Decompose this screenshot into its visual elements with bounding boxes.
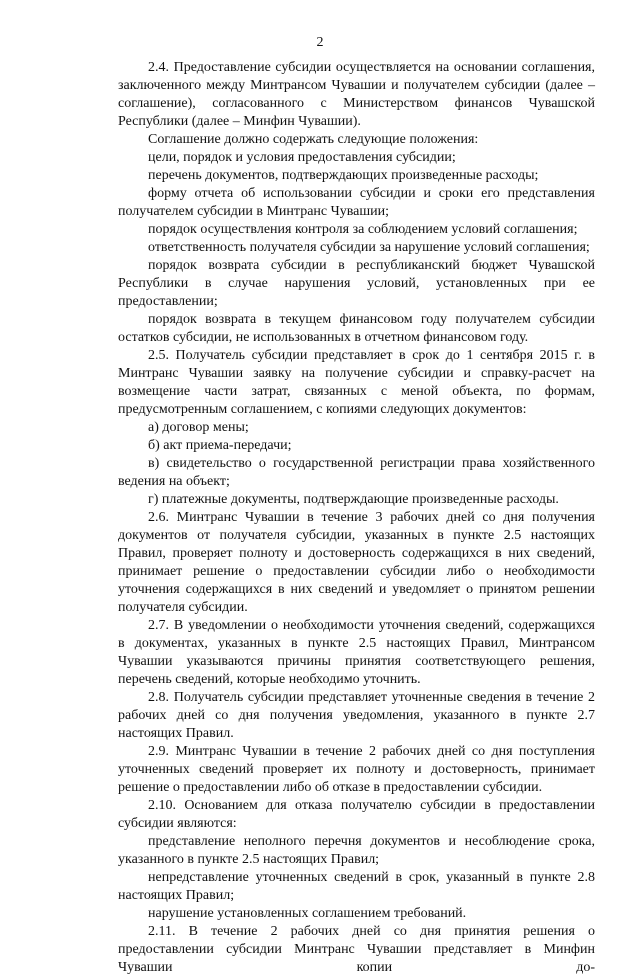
paragraph-2-7: 2.7. В уведомлении о необходимости уточнения сведений, содержащихся в документах, указанных в пункте 2.5 настоящих Правил, Минтрансом Чувашии указываются причины принятия соответствующего решения, перечень сведений, которые необходимо уточнить. xyxy=(118,618,595,687)
list-item-return: порядок возврата субсидии в республиканский бюджет Чувашской Республики в случае нарушения условий, установленных при ее предоставлении; xyxy=(118,258,595,309)
list-item-report-form: форму отчета об использовании субсидии и сроки его представления получателем субсидии в Минтранс Чувашии; xyxy=(118,186,595,219)
list-item-documents: перечень документов, подтверждающих произведенные расходы; xyxy=(148,168,539,183)
paragraph-2-5: 2.5. Получатель субсидии представляет в срок до 1 сентября 2015 г. в Минтранс Чувашии заявку на получение субсидии и справку-расчет на возмещение части затрат, связанных с меной объекта, по формам, предусмотренным соглашением, с копиями следующих документов: xyxy=(118,348,595,417)
paragraph-2-8: 2.8. Получатель субсидии представляет уточненные сведения в течение 2 рабочих дней со дня получения уведомления, указанного в пункте 2.7 настоящих Правил. xyxy=(118,690,595,741)
list-item-remaining-return: порядок возврата в текущем финансовом году получателем субсидии остатков субсидии, не использованных в отчетном финансовом году. xyxy=(118,312,595,345)
paragraph-2-9: 2.9. Минтранс Чувашии в течение 2 рабочих дней со дня поступления уточненных сведений проверяет их полноту и достоверность, принимает решение о предоставлении либо об отказе в предоставлении субсидии. xyxy=(118,744,595,795)
list-item-goals: цели, порядок и условия предоставления субсидии; xyxy=(148,150,456,165)
list-item-control: порядок осуществления контроля за соблюдением условий соглашения; xyxy=(148,222,578,237)
list-item-a: а) договор мены; xyxy=(148,420,249,435)
page-number: 2 xyxy=(316,35,324,50)
paragraph-agreement-intro: Соглашение должно содержать следующие положения: xyxy=(148,132,479,147)
paragraph-2-4: 2.4. Предоставление субсидии осуществляется на основании соглашения, заключенного между Минтрансом Чувашии и получателем субсидии (далее – соглашение), согласованного с Министерством финансов Чувашской Республики (далее – Минфин Чувашии). xyxy=(118,60,595,129)
list-item-v: в) свидетельство о государственной регистрации права хозяйственного ведения на объект; xyxy=(118,456,595,489)
list-item-b: б) акт приема-передачи; xyxy=(148,438,292,453)
paragraph-2-10: 2.10. Основанием для отказа получателю субсидии в предоставлении субсидии являются: xyxy=(118,798,595,831)
paragraph-2-6: 2.6. Минтранс Чувашии в течение 3 рабочих дней со дня получения документов от получателя субсидии, указанных в пункте 2.5 настоящих Правил, проверяет полноту и достоверность содержащихся в них сведений, принимает решение о предоставлении субсидии либо о необходимости уточнения содержащихся в них сведений и уведомляет о принятом решении получателя субсидии. xyxy=(118,510,595,615)
document-body xyxy=(118,59,595,977)
list-item-g: г) платежные документы, подтверждающие произведенные расходы. xyxy=(148,492,559,507)
list-item-not-submitted: непредставление уточненных сведений в срок, указанный в пункте 2.8 настоящих Правил; xyxy=(118,870,595,903)
list-item-responsibility: ответственность получателя субсидии за нарушение условий соглашения; xyxy=(148,240,590,255)
paragraph-2-11: 2.11. В течение 2 рабочих дней со дня принятия решения о предоставлении субсидии Минтранс Чувашии представляет в Минфин Чувашии копии до- xyxy=(118,924,595,975)
list-item-violation: нарушение установленных соглашением требований. xyxy=(148,906,467,921)
list-item-incomplete: представление неполного перечня документов и несоблюдение срока, указанного в пункте 2.5 настоящих Правил; xyxy=(118,834,595,867)
